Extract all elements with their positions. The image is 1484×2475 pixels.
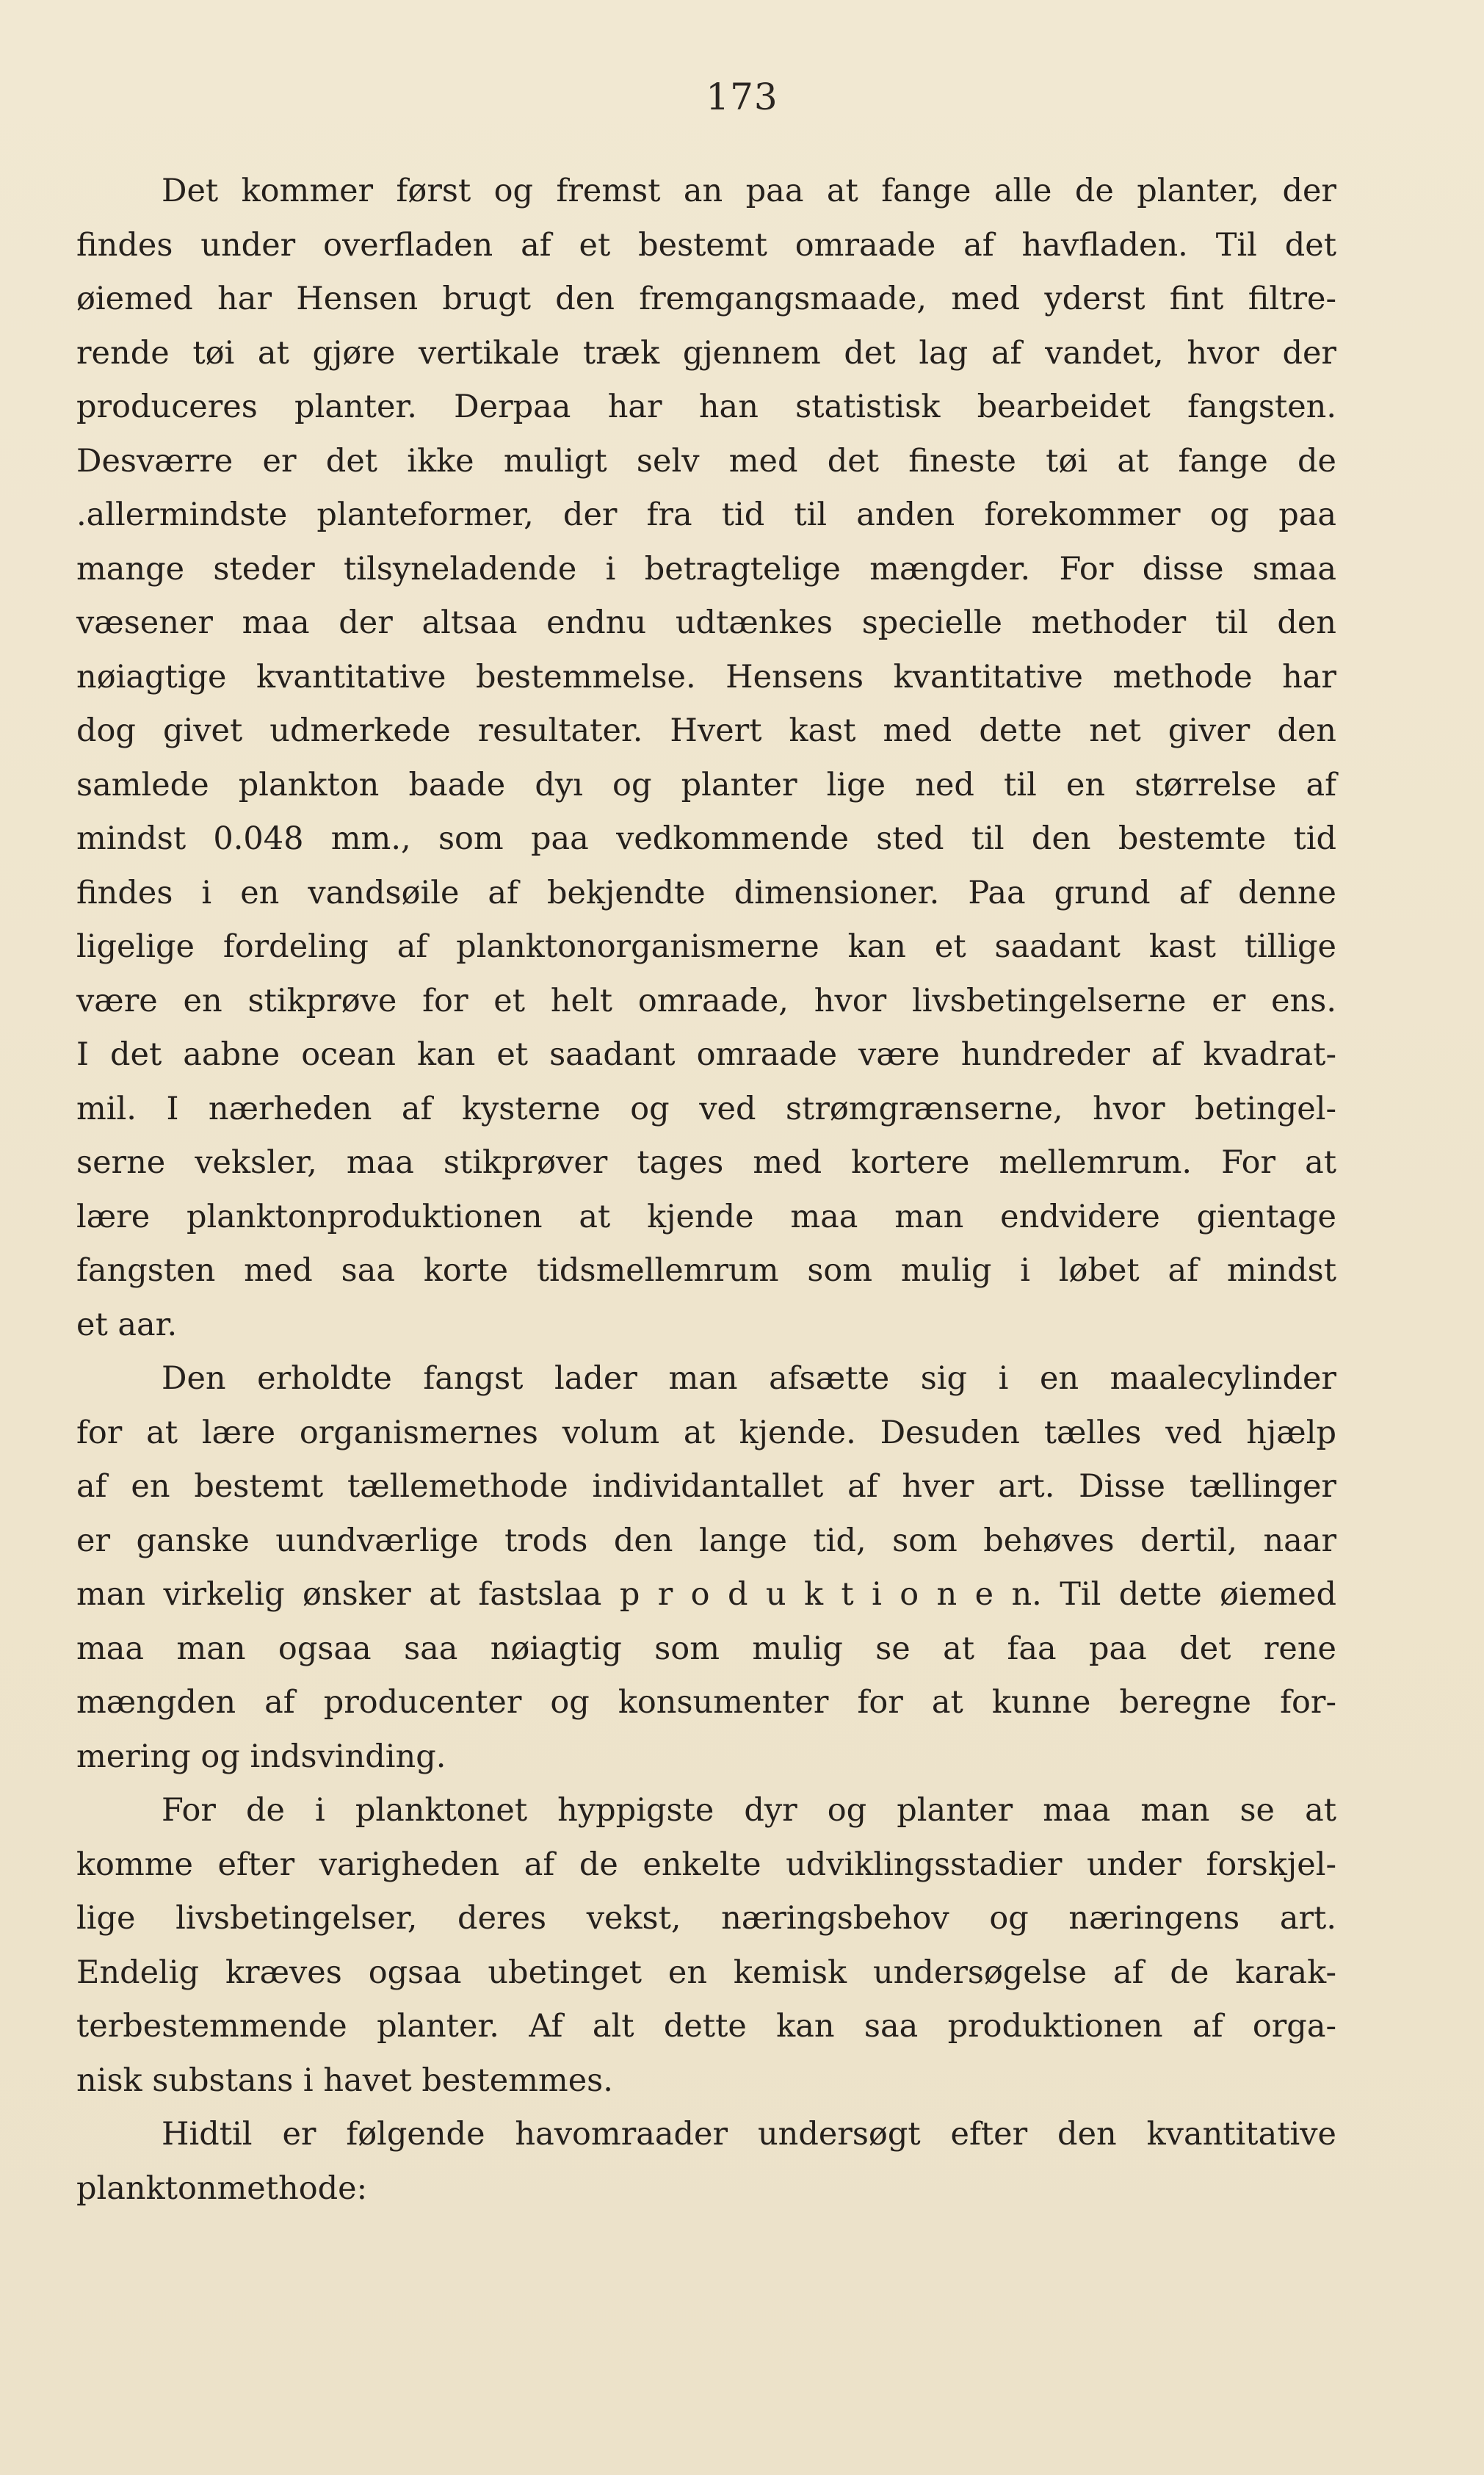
text-line: for at lære organismernes volum at kjende. Desuden tælles ved hjælp (76, 1414, 1336, 1451)
text-line: Endelig kræves ogsaa ubetinget en kemisk undersøgelse af de karak- (76, 1954, 1336, 1991)
text-line: man virkelig ønsker at fastslaa p r o d u k t i o n e n. Til dette øiemed (76, 1576, 1336, 1613)
text-line: mange steder tilsyneladende i betragtelige mængder. For disse smaa (76, 550, 1336, 588)
text-line: væsener maa der altsaa endnu udtænkes specielle methoder til den (76, 604, 1336, 641)
text-line: mindst 0.048 mm., som paa vedkommende sted til den bestemte tid (76, 820, 1336, 857)
text-line: nisk substans i havet bestemmes. (76, 2062, 613, 2099)
text-line: være en stikprøve for et helt omraade, hvor livsbetingelserne er ens. (76, 982, 1336, 1019)
text-line: lige livsbetingelser, deres vekst, næringsbehov og næringens art. (76, 1900, 1336, 1937)
text-line: Hidtil er følgende havomraader undersøgt efter den kvantitative (162, 2116, 1336, 2153)
text-line: mering og indsvinding. (76, 1738, 446, 1775)
text-line: rende tøi at gjøre vertikale træk gjennem det lag af vandet, hvor der (76, 334, 1336, 372)
text-line: ligelige fordeling af planktonorganismerne kan et saadant kast tillige (76, 928, 1336, 965)
text-line: maa man ogsaa saa nøiagtig som mulig se at faa paa det rene (76, 1630, 1336, 1667)
text-line: samlede plankton baade dyı og planter lige ned til en størrelse af (76, 766, 1336, 803)
text-line: et aar. (76, 1306, 178, 1343)
text-line: terbestemmende planter. Af alt dette kan saa produktionen af orga- (76, 2008, 1336, 2045)
text-line: dog givet udmerkede resultater. Hvert kast med dette net giver den (76, 712, 1336, 749)
text-line: nøiagtige kvantitative bestemmelse. Hensens kvantitative methode har (76, 658, 1336, 695)
text-line: Det kommer først og fremst an paa at fange alle de planter, der (162, 173, 1336, 209)
text-line: er ganske uundværlige trods den lange tid, som behøves dertil, naar (76, 1522, 1336, 1559)
text-line: komme efter varigheden af de enkelte udviklingsstadier under forskjel- (76, 1846, 1336, 1883)
text-line: af en bestemt tællemethode individantallet af hver art. Disse tællinger (76, 1468, 1336, 1505)
text-line: mil. I nærheden af kysterne og ved strømgrænserne, hvor betingel- (76, 1090, 1336, 1127)
text-line: produceres planter. Derpaa har han statistisk bearbeidet fangsten. (76, 389, 1336, 425)
text-line: Desværre er det ikke muligt selv med det fineste tøi at fange de (76, 442, 1336, 480)
body-text (76, 165, 1336, 2216)
text-line: fangsten med saa korte tidsmellemrum som mulig i løbet af mindst (76, 1252, 1336, 1289)
text-line: planktonmethode: (76, 2169, 368, 2207)
text-line: findes i en vandsøile af bekjendte dimensioner. Paa grund af denne (76, 874, 1336, 911)
text-line: I det aabne ocean kan et saadant omraade være hundreder af kvadrat- (76, 1036, 1336, 1073)
text-line: lære planktonproduktionen at kjende maa man endvidere gientage (76, 1198, 1336, 1235)
text-line: øiemed har Hensen brugt den fremgangsmaade, med yderst fint filtre- (76, 281, 1336, 317)
text-line: mængden af producenter og konsumenter for at kunne beregne for- (76, 1684, 1336, 1721)
page-number: 173 (706, 76, 778, 118)
text-line: serne veksler, maa stikprøver tages med kortere mellemrum. For at (76, 1144, 1336, 1181)
text-line: findes under overfladen af et bestemt omraade af havfladen. Til det (76, 226, 1336, 264)
text-line: Den erholdte fangst lader man afsætte sig i en maalecylinder (162, 1360, 1336, 1397)
text-line: .allermindste planteformer, der fra tid til anden forekommer og paa (76, 496, 1336, 533)
text-line: For de i planktonet hyppigste dyr og planter maa man se at (162, 1792, 1336, 1829)
